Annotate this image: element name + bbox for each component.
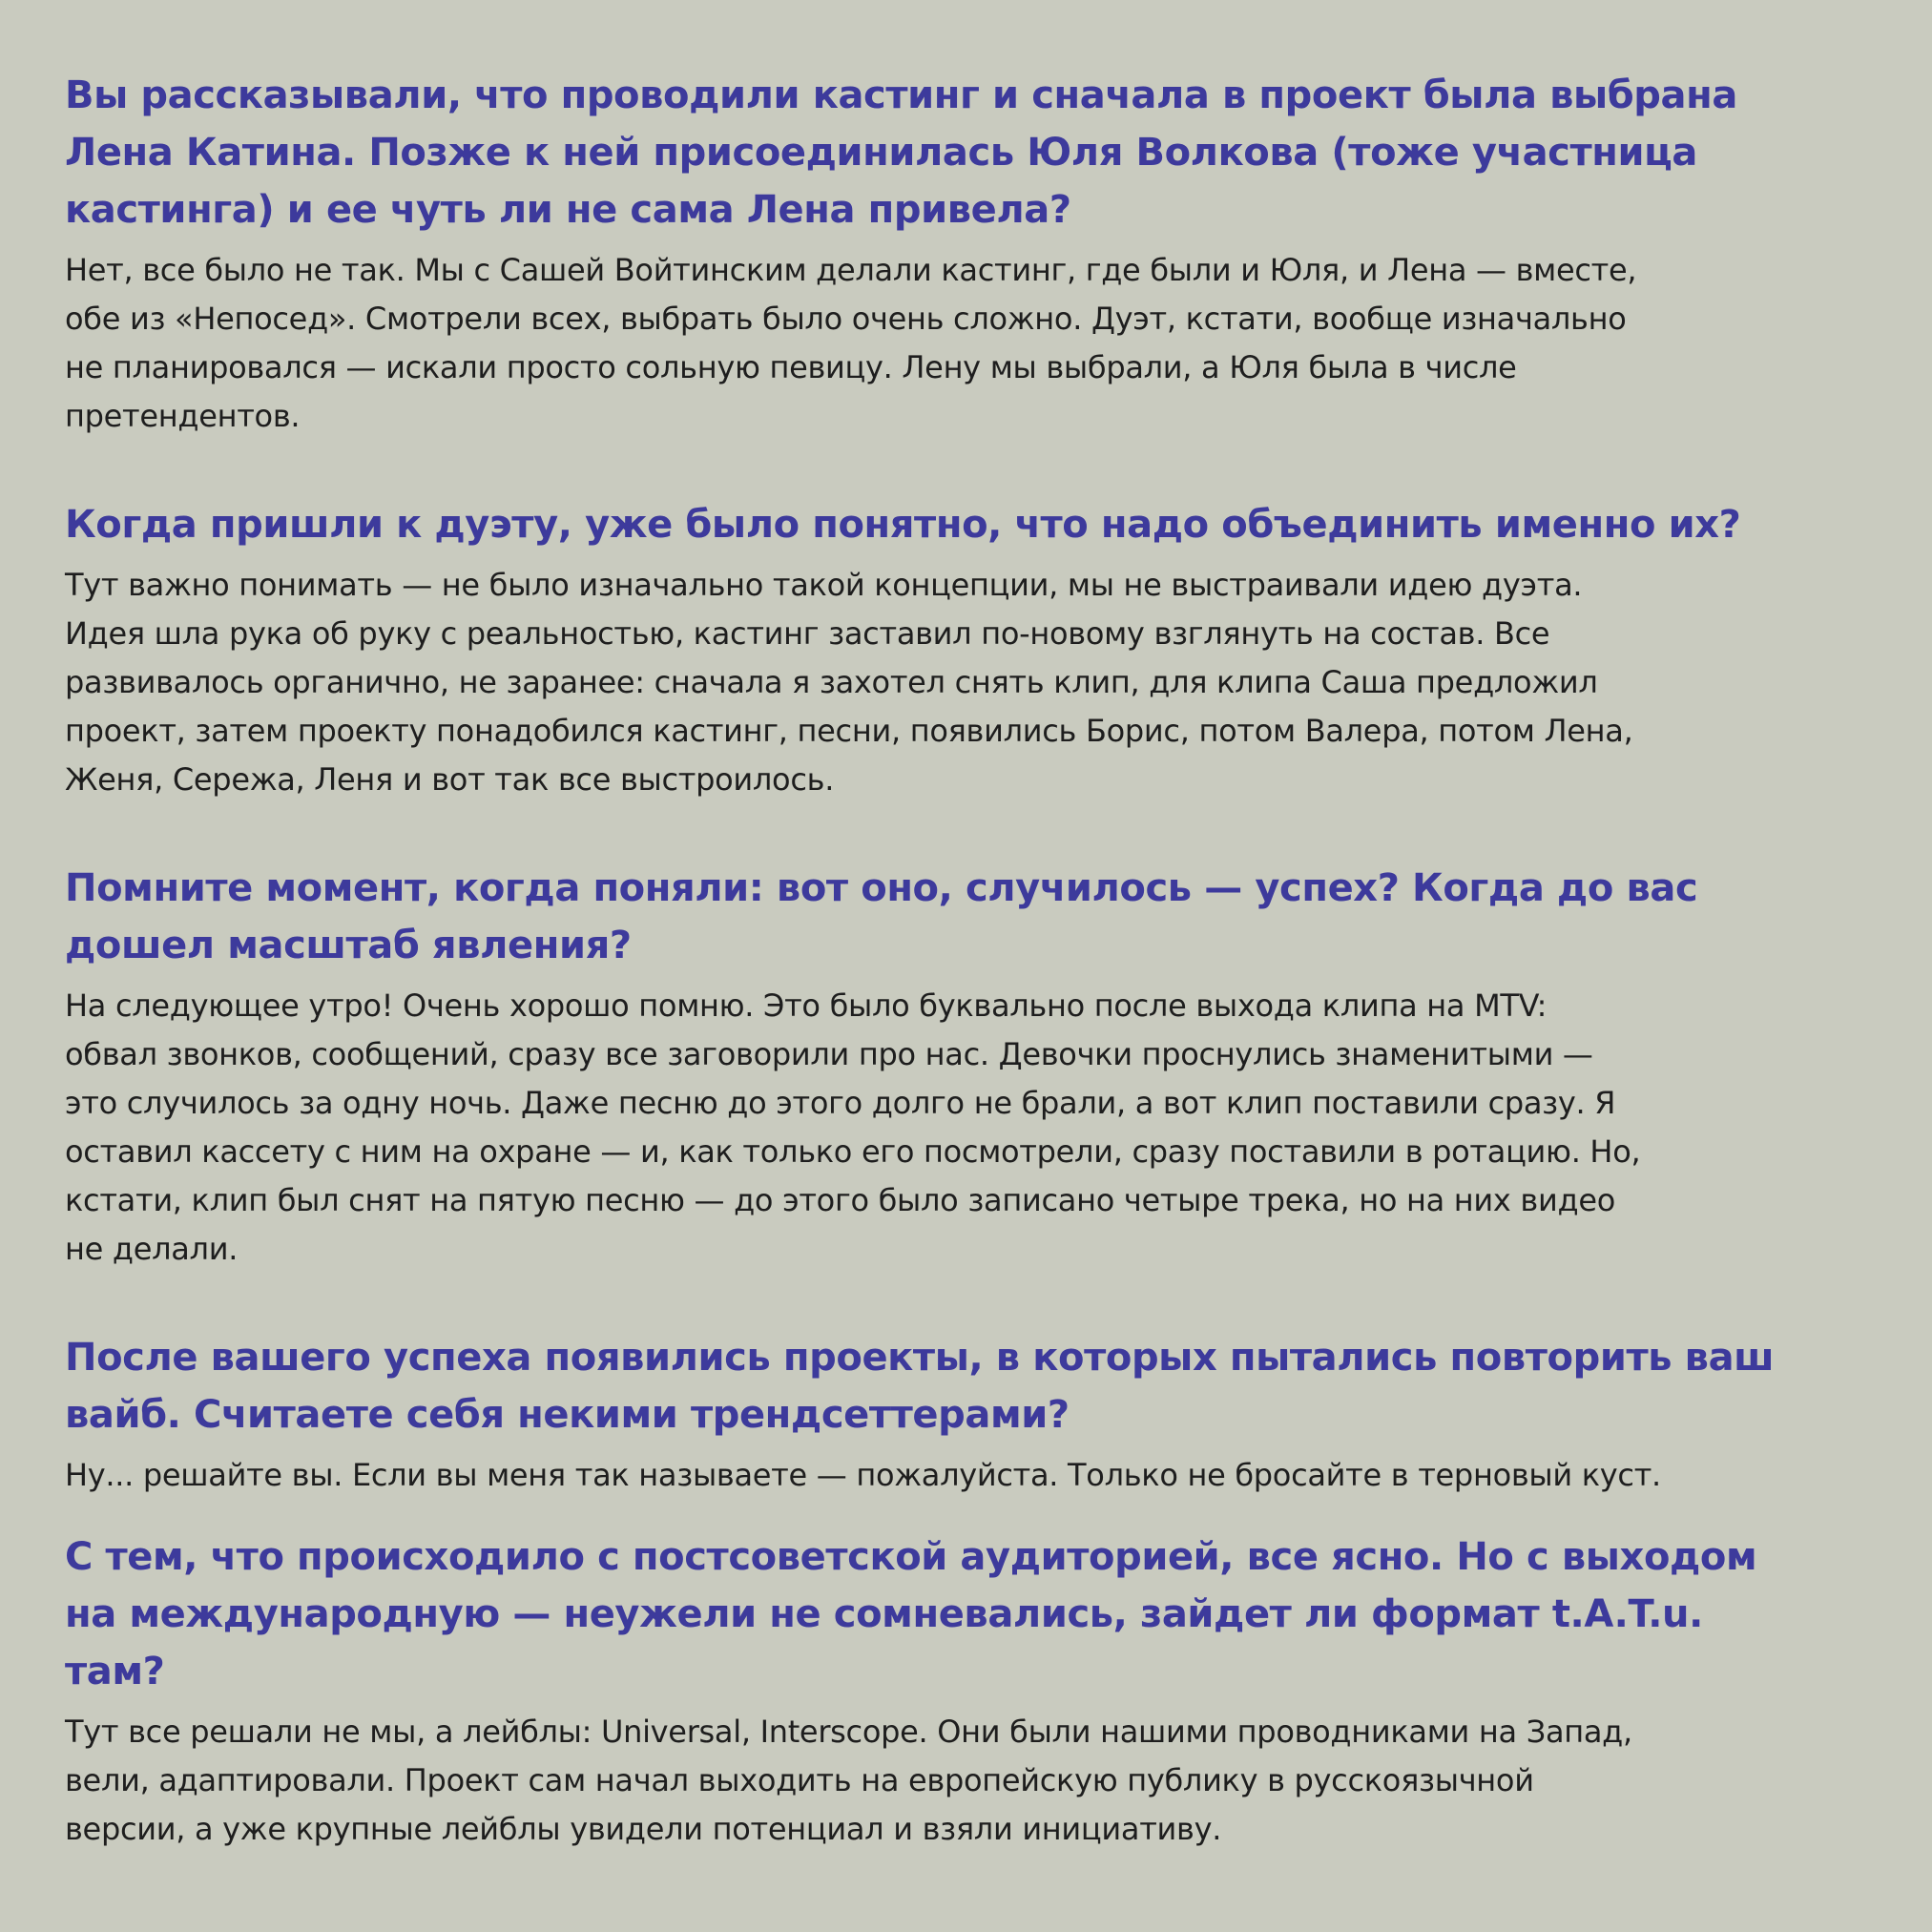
answer-paragraph: Тут важно понимать — не было изначально такой концепции, мы не выстраивали идею дуэта. Идея шла рука об руку с реальностью, кастинг заставил по-новому взглянуть на состав. Все развивалось органично, не заранее: сначала я захотел снять клип, для клипа Саша предложил проект, затем проекту понадобился кастинг, песни, появились Борис, потом Валера, потом Лена, Женя, Сережа, Леня и вот так все выстроилось.	[65, 567, 1633, 798]
answer-paragraph: Нет, все было не так. Мы с Сашей Войтинским делали кастинг, где были и Юля, и Лена — вместе, обе из «Непосед». Смотрели всех, выбрать было очень сложно. Дуэт, кстати, вообще изначально не планировался — искали просто сольную певицу. Лену мы выбрали, а Юля была в числе претендентов.	[65, 252, 1637, 434]
question-heading: Когда пришли к дуэту, уже было понятно, что надо объединить именно их?	[65, 503, 1741, 547]
qa-block	[65, 1528, 1878, 1854]
question-heading: После вашего успеха появились проекты, в которых пытались повторить ваш вайб. Считаете себя некими трендсеттерами?	[65, 1336, 1775, 1437]
answer-paragraph: Тут все решали не мы, а лейблы: Universal, Interscope. Они были нашими проводниками на Запад, вели, адаптировали. Проект сам начал выходить на европейскую публику в русскоязычной версии, а уже крупные лейблы увидели потенциал и взяли инициативу.	[65, 1714, 1632, 1847]
question-heading: С тем, что происходило с постсоветской аудиторией, все ясно. Но с выходом на международную — неужели не сомневались, зайдет ли формат t.A.T.u. там?	[65, 1535, 1757, 1693]
qa-block	[65, 496, 1878, 804]
answer-paragraph: На следующее утро! Очень хорошо помню. Это было буквально после выхода клипа на MTV: обвал звонков, сообщений, сразу все заговорили про нас. Девочки проснулись знаменитыми — это случилось за одну ночь. Даже песню до этого долго не брали, а вот клип поставили сразу. Я оставил кассету с ним на охране — и, как только его посмотрели, сразу поставили в ротацию. Но, кстати, клип был снят на пятую песню — до этого было записано четыре трека, но на них видео не делали.	[65, 987, 1641, 1267]
answer-paragraph: Ну... решайте вы. Если вы меня так называете — пожалуйста. Только не бросайте в терновый куст.	[65, 1457, 1661, 1493]
question-heading: Помните момент, когда поняли: вот оно, случилось — успех? Когда до вас дошел масштаб явления?	[65, 866, 1698, 967]
question-heading: Вы рассказывали, что проводили кастинг и сначала в проект была выбрана Лена Катина. Позже к ней присоединилась Юля Волкова (тоже участница кастинга) и ее чуть ли не сама Лена привела?	[65, 73, 1737, 232]
qa-block	[65, 1329, 1878, 1500]
interview-page	[65, 67, 1878, 1854]
qa-block	[65, 860, 1878, 1274]
qa-block	[65, 67, 1878, 441]
